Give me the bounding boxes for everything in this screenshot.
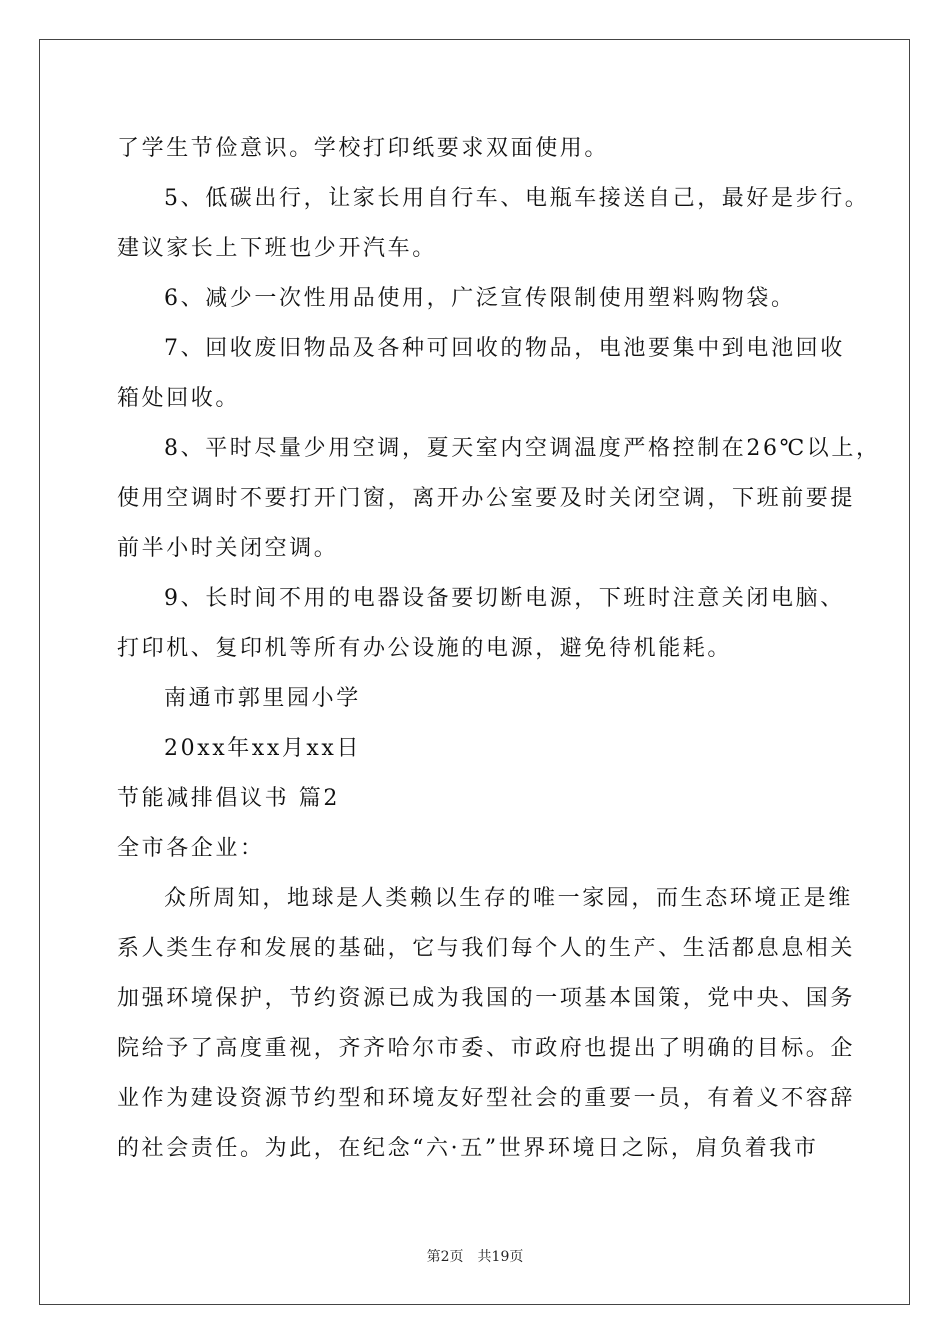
page-number: 第2页 共19页 [426, 1249, 524, 1265]
paragraph-line: 众所周知，地球是人类赖以生存的唯一家园，而生态环境正是维 [164, 886, 853, 911]
paragraph-line: 前半小时关闭空调。 [117, 536, 339, 561]
paragraph-line: 加强环境保护，节约资源已成为我国的一项基本国策，党中央、国务 [117, 986, 856, 1011]
paragraph-line: 箱处回收。 [117, 386, 241, 411]
paragraph-line: 了学生节俭意识。学校打印纸要求双面使用。 [117, 136, 610, 161]
paragraph-line: 院给予了高度重视，齐齐哈尔市委、市政府也提出了明确的目标。企 [117, 1036, 856, 1061]
paragraph-line: 9、长时间不用的电器设备要切断电源，下班时注意关闭电脑、 [164, 586, 845, 611]
page-border [39, 39, 910, 1305]
section-heading: 节能减排倡议书 篇2 [117, 786, 340, 811]
salutation: 全市各企业： [117, 836, 265, 861]
signature-date: 20xx年xx月xx日 [164, 736, 362, 761]
paragraph-line: 建议家长上下班也少开汽车。 [117, 236, 437, 261]
signature-school: 南通市郭里园小学 [164, 686, 361, 711]
paragraph-line: 7、回收废旧物品及各种可回收的物品，电池要集中到电池回收 [164, 336, 845, 361]
paragraph-line: 5、低碳出行，让家长用自行车、电瓶车接送自己，最好是步行。 [164, 186, 870, 211]
paragraph-line: 打印机、复印机等所有办公设施的电源，避免待机能耗。 [117, 636, 733, 661]
paragraph-line: 系人类生存和发展的基础，它与我们每个人的生产、生活都息息相关 [117, 936, 856, 961]
paragraph-line: 的社会责任。为此，在纪念“六·五”世界环境日之际，肩负着我市 [117, 1136, 819, 1161]
paragraph-line: 6、减少一次性用品使用，广泛宣传限制使用塑料购物袋。 [164, 286, 796, 311]
paragraph-line: 使用空调时不要打开门窗，离开办公室要及时关闭空调，下班前要提 [117, 486, 856, 511]
paragraph-line: 业作为建设资源节约型和环境友好型社会的重要一员，有着义不容辞 [117, 1086, 856, 1111]
paragraph-line: 8、平时尽量少用空调，夏天室内空调温度严格控制在26℃以上， [164, 436, 881, 461]
